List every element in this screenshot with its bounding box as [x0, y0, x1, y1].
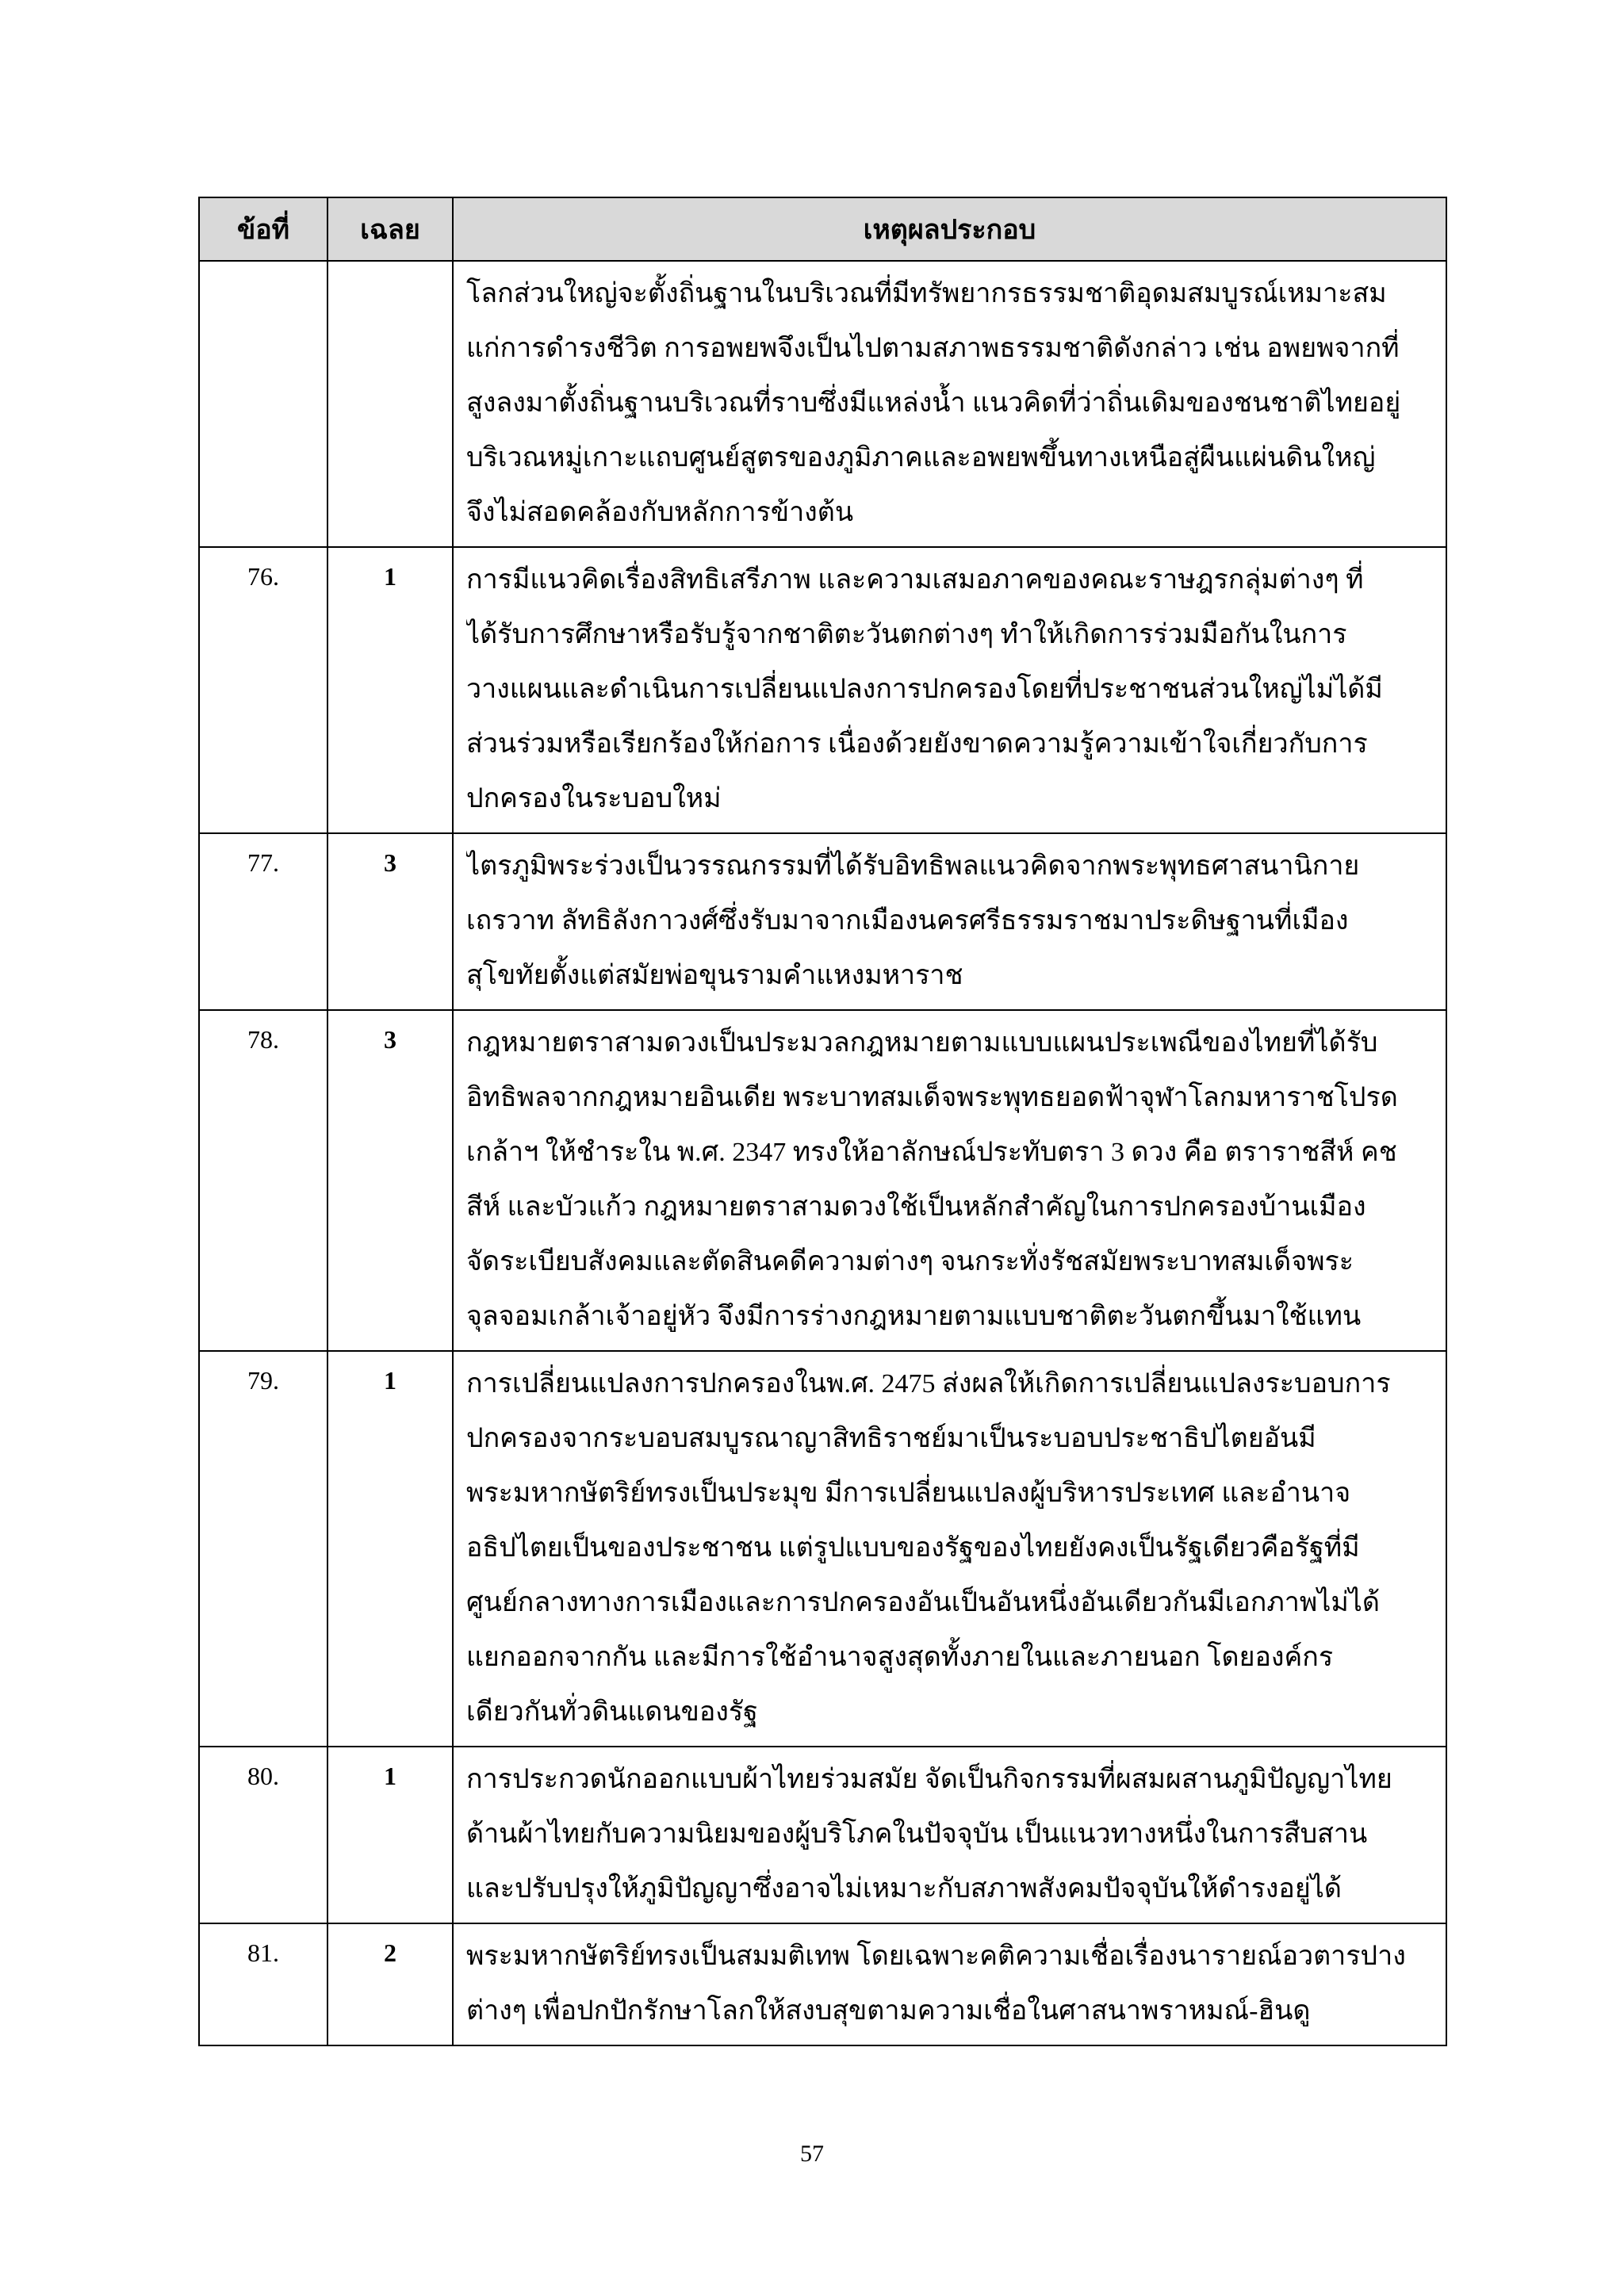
- table-row: [199, 547, 1446, 833]
- reason-line: จึงไม่สอดคล้องกับหลักการข้างต้น: [466, 498, 854, 527]
- reason-line: จัดระเบียบสังคมและตัดสินคดีความต่างๆ จนกระทั่งรัชสมัยพระบาทสมเด็จพระ: [466, 1247, 1354, 1276]
- reason-line: แยกออกจากกัน และมีการใช้อำนาจสูงสุดทั้งภายในและภายนอก โดยองค์กร: [466, 1643, 1334, 1672]
- reason-text: [453, 1747, 1446, 1923]
- reason-text: [453, 547, 1446, 833]
- reason-line: ปกครองในระบอบใหม่: [466, 784, 722, 813]
- answer-key: 1: [327, 547, 453, 833]
- question-number: 78.: [199, 1010, 327, 1351]
- answer-key: 1: [327, 1351, 453, 1747]
- table-row: [199, 1351, 1446, 1747]
- reason-line: ส่วนร่วมหรือเรียกร้องให้ก่อการ เนื่องด้วยยังขาดความรู้ความเข้าใจเกี่ยวกับการ: [466, 729, 1368, 759]
- answer-key: 1: [327, 1747, 453, 1923]
- reason-line: สูงลงมาตั้งถิ่นฐานบริเวณที่ราบซึ่งมีแหล่งน้ำ แนวคิดที่ว่าถิ่นเดิมของชนชาติไทยอยู่: [466, 388, 1401, 418]
- reason-line: ต่างๆ เพื่อปกปักรักษาโลกให้สงบสุขตามความเชื่อในศาสนาพราหมณ์-ฮินดู: [466, 1996, 1311, 2026]
- reason-line: จุลจอมเกล้าเจ้าอยู่หัว จึงมีการร่างกฎหมายตามแบบชาติตะวันตกขึ้นมาใช้แทน: [466, 1302, 1362, 1331]
- reason-line: เถรวาท ลัทธิลังกาวงศ์ซึ่งรับมาจากเมืองนครศรีธรรมราชมาประดิษฐานที่เมือง: [466, 906, 1349, 936]
- reason-line: พระมหากษัตริย์ทรงเป็นสมมติเทพ โดยเฉพาะคติความเชื่อเรื่องนารายณ์อวตารปาง: [466, 1942, 1406, 1971]
- reason-text: [453, 1923, 1446, 2045]
- reason-line: ศูนย์กลางทางการเมืองและการปกครองอันเป็นอันหนึ่งอันเดียวกันมีเอกภาพไม่ได้: [466, 1588, 1380, 1617]
- reason-text: [453, 833, 1446, 1010]
- reason-line: อธิปไตยเป็นของประชาชน แต่รูปแบบของรัฐของไทยยังคงเป็นรัฐเดียวคือรัฐที่มี: [466, 1533, 1360, 1563]
- table-row: [199, 1747, 1446, 1923]
- question-number: [199, 261, 327, 547]
- table-row: [199, 261, 1446, 547]
- question-number: 76.: [199, 547, 327, 833]
- header-reason: เหตุผลประกอบ: [453, 197, 1446, 261]
- reason-line: การประกวดนักออกแบบผ้าไทยร่วมสมัย จัดเป็นกิจกรรมที่ผสมผสานภูมิปัญญาไทย: [466, 1765, 1392, 1794]
- reason-line: เดียวกันทั่วดินแดนของรัฐ: [466, 1697, 758, 1727]
- reason-line: อิทธิพลจากกฎหมายอินเดีย พระบาทสมเด็จพระพุทธยอดฟ้าจุฬาโลกมหาราชโปรด: [466, 1083, 1398, 1112]
- question-number: 79.: [199, 1351, 327, 1747]
- table-row: [199, 1010, 1446, 1351]
- reason-line: และปรับปรุงให้ภูมิปัญญาซึ่งอาจไม่เหมาะกับสภาพสังคมปัจจุบันให้ดำรงอยู่ได้: [466, 1874, 1342, 1904]
- reason-line: ไตรภูมิพระร่วงเป็นวรรณกรรมที่ได้รับอิทธิพลแนวคิดจากพระพุทธศาสนานิกาย: [466, 851, 1360, 881]
- reason-line: ด้านผ้าไทยกับความนิยมของผู้บริโภคในปัจจุบัน เป็นแนวทางหนึ่งในการสืบสาน: [466, 1820, 1368, 1849]
- reason-line: สุโขทัยตั้งแต่สมัยพ่อขุนรามคำแหงมหาราช: [466, 961, 963, 990]
- reason-line: กฎหมายตราสามดวงเป็นประมวลกฎหมายตามแบบแผนประเพณีของไทยที่ได้รับ: [466, 1028, 1378, 1058]
- answer-key: 3: [327, 833, 453, 1010]
- reason-line: สีห์ และบัวแก้ว กฎหมายตราสามดวงใช้เป็นหลักสำคัญในการปกครองบ้านเมือง: [466, 1192, 1366, 1222]
- answer-key: 3: [327, 1010, 453, 1351]
- reason-line: การมีแนวคิดเรื่องสิทธิเสรีภาพ และความเสมอภาคของคณะราษฎรกลุ่มต่างๆ ที่: [466, 565, 1364, 595]
- page-number: 57: [800, 2141, 824, 2167]
- table-row: [199, 1923, 1446, 2045]
- reason-text: [453, 1010, 1446, 1351]
- header-number: ข้อที่: [199, 197, 327, 261]
- table-row: [199, 833, 1446, 1010]
- answer-table: [198, 197, 1447, 2046]
- reason-line: บริเวณหมู่เกาะแถบศูนย์สูตรของภูมิภาคและอพยพขึ้นทางเหนือสู่ผืนแผ่นดินใหญ่: [466, 443, 1376, 473]
- reason-line: พระมหากษัตริย์ทรงเป็นประมุข มีการเปลี่ยนแปลงผู้บริหารประเทศ และอำนาจ: [466, 1479, 1351, 1508]
- answer-key: 2: [327, 1923, 453, 2045]
- reason-line: การเปลี่ยนแปลงการปกครองในพ.ศ. 2475 ส่งผลให้เกิดการเปลี่ยนแปลงระบอบการ: [466, 1369, 1391, 1399]
- question-number: 80.: [199, 1747, 327, 1923]
- reason-text: [453, 1351, 1446, 1747]
- reason-line: แก่การดำรงชีวิต การอพยพจึงเป็นไปตามสภาพธรรมชาติดังกล่าว เช่น อพยพจากที่: [466, 334, 1400, 363]
- reason-line: วางแผนและดำเนินการเปลี่ยนแปลงการปกครองโดยที่ประชาชนส่วนใหญ่ไม่ได้มี: [466, 675, 1383, 704]
- reason-line: เกล้าฯ ให้ชำระใน พ.ศ. 2347 ทรงให้อาลักษณ์ประทับตรา 3 ดวง คือ ตราราชสีห์ คช: [466, 1138, 1397, 1167]
- reason-text: [453, 261, 1446, 547]
- reason-line: ได้รับการศึกษาหรือรับรู้จากชาติตะวันตกต่างๆ ทำให้เกิดการร่วมมือกันในการ: [466, 620, 1347, 649]
- header-row: [199, 197, 1446, 261]
- header-answer: เฉลย: [327, 197, 453, 261]
- answer-key: [327, 261, 453, 547]
- question-number: 77.: [199, 833, 327, 1010]
- reason-line: โลกส่วนใหญ่จะตั้งถิ่นฐานในบริเวณที่มีทรัพยากรธรรมชาติอุดมสมบูรณ์เหมาะสม: [466, 279, 1387, 308]
- reason-line: ปกครองจากระบอบสมบูรณาญาสิทธิราชย์มาเป็นระบอบประชาธิปไตยอันมี: [466, 1424, 1316, 1453]
- question-number: 81.: [199, 1923, 327, 2045]
